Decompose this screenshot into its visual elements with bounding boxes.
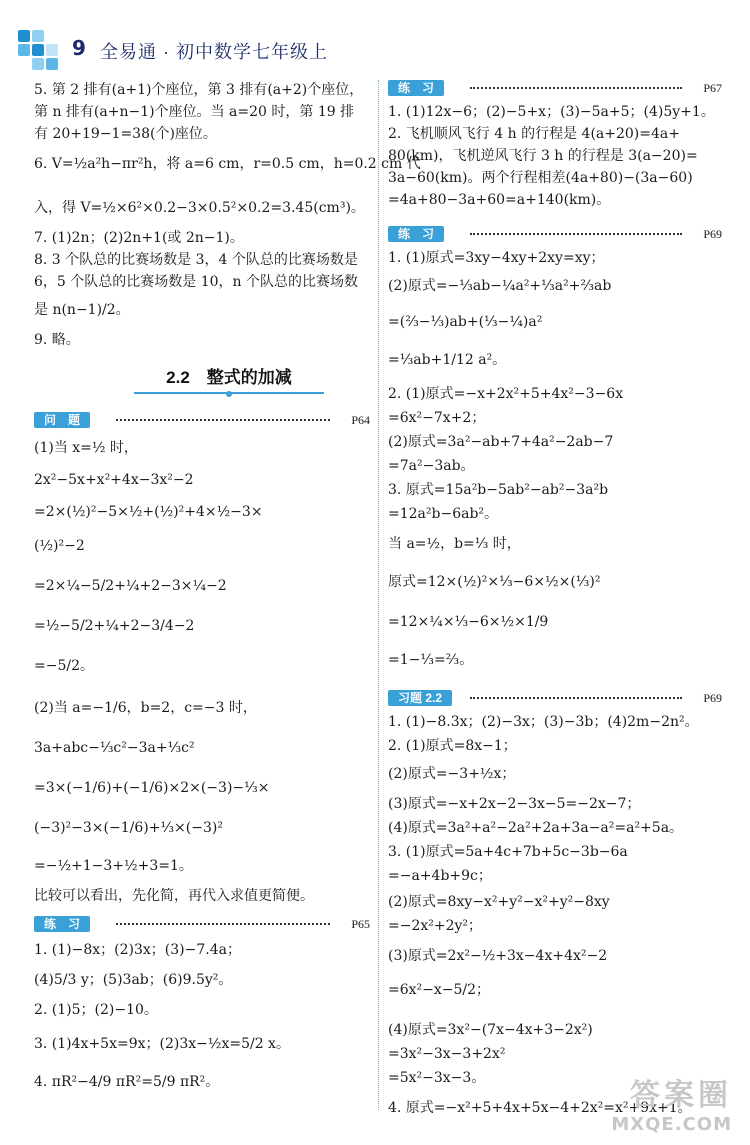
dotted-leader — [470, 697, 682, 699]
answer-line: (3)原式=2x²−½+3x−4x+4x²−2 — [388, 948, 608, 964]
lianxi-tag: 练 习 — [34, 916, 90, 932]
solution-line: =6x²−7x+2； — [388, 410, 486, 426]
answer-line: (3)原式=−x+2x−2−3x−5=−2x−7； — [388, 796, 641, 812]
watermark — [611, 1070, 732, 1135]
answer-line: 3. (1)4x+5x=9x；(2)3x−½x=5/2 x。 — [34, 1036, 290, 1052]
wenti-tag: 问 题 — [34, 412, 90, 428]
answer-line: 2. (1)5；(2)−10。 — [34, 1002, 158, 1018]
page-ref: P69 — [703, 227, 722, 241]
solution-line: (−3)²−3×(−1/6)+⅓×(−3)² — [34, 820, 223, 836]
solution-line: =−½+1−3+½+3=1。 — [34, 858, 193, 874]
answer-line: 9. 略。 — [34, 332, 80, 348]
dotted-leader — [116, 419, 330, 421]
answer-line: =−a+4b+9c； — [388, 868, 492, 884]
page-header — [18, 24, 733, 74]
watermark-url: MXQE.COM — [611, 1114, 732, 1135]
lianxi-tag: 练 习 — [388, 80, 444, 96]
solution-line: =⅓ab+1/12 a²。 — [388, 352, 507, 368]
answer-line: 8. 3 个队总的比赛场数是 3，4 个队总的比赛场数是 — [34, 252, 358, 268]
answer-line: =−2x²+2y²； — [388, 918, 483, 934]
solution-line: 当 a=½，b=⅓ 时， — [388, 536, 521, 552]
solution-line: =12a²b−6ab²。 — [388, 506, 499, 522]
solution-line: 3a+abc−⅓c²−3a+⅓c² — [34, 740, 195, 756]
page-number: 9 — [72, 36, 86, 60]
lianxi-header — [388, 224, 722, 242]
answer-line: 2. (1)原式=8x−1； — [388, 738, 517, 754]
answer-line: 1. (1)12x−6；(2)−5+x；(3)−5a+5；(4)5y+1。 — [388, 104, 715, 120]
xiti-header — [388, 688, 722, 706]
solution-line: (2)当 a=−1/6，b=2，c=−3 时， — [34, 700, 257, 716]
solution-line: 2. (1)原式=−x+2x²+5+4x²−3−6x — [388, 386, 624, 402]
answer-line: 是 n(n−1)/2。 — [34, 302, 130, 318]
solution-line: (2)原式=3a²−ab+7+4a²−2ab−7 — [388, 434, 614, 450]
solution-line: =3×(−1/6)+(−1/6)×2×(−3)−⅓× — [34, 780, 270, 796]
dotted-leader — [116, 923, 330, 925]
answer-line: 4. πR²−4/9 πR²=5/9 πR²。 — [34, 1074, 220, 1090]
column-divider — [378, 80, 379, 1110]
answer-line: 7. (1)2n；(2)2n+1(或 2n−1)。 — [34, 230, 244, 246]
answer-line: 6. V=½a²h−πr²h，将 a=6 cm，r=0.5 cm，h=0.2 cm 代 — [34, 156, 421, 172]
page-ref: P64 — [351, 413, 370, 427]
solution-line: 3. 原式=15a²b−5ab²−ab²−3a²b — [388, 482, 609, 498]
solution-line: =2×¼−5/2+¼+2−3×¼−2 — [34, 578, 227, 594]
answer-line: (2)原式=8xy−x²+y²−x²+y²−8xy — [388, 894, 610, 910]
solution-line: =7a²−3ab。 — [388, 458, 475, 474]
answer-line: =6x²−x−5/2； — [388, 982, 491, 998]
solution-line: (1)当 x=½ 时， — [34, 440, 138, 456]
solution-line: =1−⅓=⅔。 — [388, 652, 474, 668]
solution-line: 比较可以看出，先化简，再代入求值更简便。 — [34, 888, 314, 904]
solution-line: =−5/2。 — [34, 658, 94, 674]
answer-line: 有 20+19−1=38(个)座位。 — [34, 126, 217, 142]
solution-line: (2)原式=−⅓ab−¼a²+⅓a²+⅔ab — [388, 278, 612, 294]
watermark-text: 答案圈 — [630, 1078, 732, 1113]
xiti-tag: 习题 2.2 — [388, 690, 452, 706]
answer-line: (4)原式=3a²+a²−2a²+2a+3a−a²=a²+5a。 — [388, 820, 684, 836]
answer-line: =3x²−3x−3+2x² — [388, 1046, 506, 1062]
answer-line: =5x²−3x−3。 — [388, 1070, 486, 1086]
solution-line: (½)²−2 — [34, 538, 85, 554]
answer-line: (4)原式=3x²−(7x−4x+3−2x²) — [388, 1022, 593, 1038]
answer-line: 入，得 V=½×6²×0.2−3×0.5²×0.2=3.45(cm³)。 — [34, 200, 365, 216]
dotted-leader — [470, 87, 682, 89]
page-ref: P67 — [703, 81, 722, 95]
answer-line: 3. (1)原式=5a+4c+7b+5c−3b−6a — [388, 844, 628, 860]
solution-line: =½−5/2+¼+2−3/4−2 — [34, 618, 195, 634]
answer-line: (4)5/3 y；(5)3ab；(6)9.5y²。 — [34, 972, 233, 988]
solution-line: 2x²−5x+x²+4x−3x²−2 — [34, 472, 194, 488]
solution-line: 原式=12×(½)²×⅓−6×½×(⅓)² — [388, 574, 601, 590]
answer-line: 1. (1)−8x；(2)3x；(3)−7.4a； — [34, 942, 241, 958]
wenti-header — [34, 410, 370, 428]
page-ref: P69 — [703, 691, 722, 705]
answer-line: 6，5 个队总的比赛场数是 10，n 个队总的比赛场数 — [34, 274, 358, 290]
answer-line: 5. 第 2 排有(a+1)个座位，第 3 排有(a+2)个座位， — [34, 82, 364, 98]
lianxi-header — [34, 914, 370, 932]
answer-line: 3a−60(km)。两个行程相差(4a+80)−(3a−60) — [388, 170, 693, 186]
answer-line: 80(km)，飞机逆风飞行 3 h 的行程是 3(a−20)= — [388, 148, 698, 164]
answer-line: 2. 飞机顺风飞行 4 h 的行程是 4(a+20)=4a+ — [388, 126, 680, 142]
answer-line: 4. 原式=−x²+5+4x+5x−4+2x²=x²+9x+1。 — [388, 1100, 692, 1116]
dotted-leader — [470, 233, 682, 235]
solution-line: =2×(½)²−5×½+(½)²+4×½−3× — [34, 504, 263, 520]
logo-squares-icon — [18, 30, 64, 72]
page-ref: P65 — [351, 917, 370, 931]
section-title — [134, 368, 324, 388]
book-title: 全易通 · 初中数学七年级上 — [100, 42, 328, 62]
lianxi-header — [388, 78, 722, 96]
answer-line: 1. (1)−8.3x；(2)−3x；(3)−3b；(4)2m−2n²。 — [388, 714, 699, 730]
lianxi-tag: 练 习 — [388, 226, 444, 242]
answer-line: =4a+80−3a+60=a+140(km)。 — [388, 192, 611, 208]
section-dot-icon — [226, 391, 232, 397]
solution-line: 1. (1)原式=3xy−4xy+2xy=xy； — [388, 250, 605, 266]
section-title-text: 2.2 整式的加减 — [166, 368, 292, 387]
answer-line: (2)原式=−3+½x； — [388, 766, 516, 782]
solution-line: =12×¼×⅓−6×½×1/9 — [388, 614, 549, 630]
answer-line: 第 n 排有(a+n−1)个座位。当 a=20 时，第 19 排 — [34, 104, 355, 120]
solution-line: =(⅔−⅓)ab+(⅓−¼)a² — [388, 314, 543, 330]
